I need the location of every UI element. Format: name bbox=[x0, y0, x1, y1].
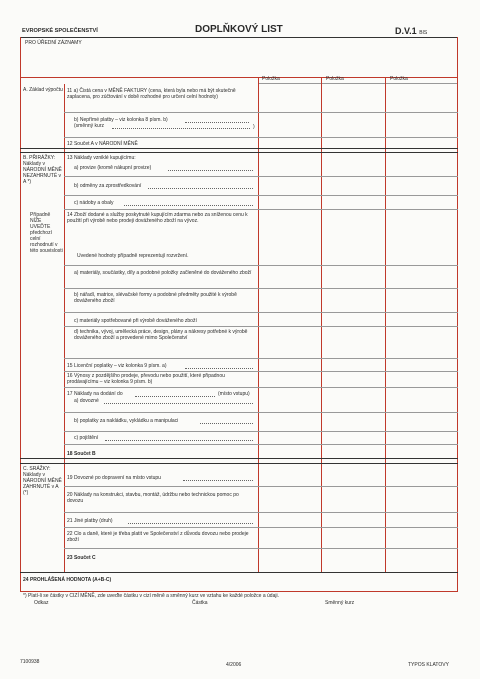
row-20: 20 Náklady na konstrukci, stavbu, montáž, údržbu nebo technickou pomoc po dovozu bbox=[67, 492, 239, 504]
row-22: 22 Clo a daně, které je třeba platit ve Společenství z důvodu dovozu nebo prodeje zboží bbox=[67, 531, 249, 543]
org-name: EVROPSKÉ SPOLEČENSTVÍ bbox=[22, 28, 98, 34]
footnote: *) Platí-li se částky v CIZÍ MĚNĚ, zde uveďte částku v cizí měně a směnný kurz ve vztahu ke každé položce a údaji. bbox=[23, 593, 279, 599]
row-13: 13 Náklady vzniklé kupujícímu: bbox=[67, 155, 136, 161]
section-b-note: Případně NÍŽE UVEĎTE předchozí celní rozhodnutí v této souvislosti bbox=[30, 212, 63, 254]
row-13b: b) odměny za zprostředkování bbox=[74, 183, 142, 189]
section-a-label: A. Základ výpočtu bbox=[23, 87, 63, 93]
row-14a: a) materiály, součástky, díly a podobné položky začleněné do dováženého zboží bbox=[74, 270, 252, 276]
row-14: 14 Zboží dodané a služby poskytnuté kupujícím zdarma nebo za sníženou cenu k použití při výrobě nebo prodeji dováženého zboží na vývoz. bbox=[67, 212, 248, 224]
row-14c: c) materiály spotřebované při výrobě dováženého zboží bbox=[74, 318, 197, 324]
official-records-label: PRO ÚŘEDNÍ ZÁZNAMY bbox=[25, 40, 82, 46]
row-17: 17 Náklady na dodání do bbox=[67, 391, 123, 397]
row-21: 21 Jiné platby (druh) bbox=[67, 518, 113, 524]
section-c-label: C. SRÁŽKY: Náklady v NÁRODNÍ MĚNĚ ZAHRNUTÉ v A (*) bbox=[23, 466, 62, 496]
row-11a: 11 a) Čistá cena v MĚNĚ FAKTURY (cena, která byla nebo má být skutečně zaplacena, pro zúčtování v době rozhodné pro určení celní hodnoty) bbox=[67, 88, 236, 100]
row-17-place: (místo vstupu) bbox=[218, 391, 250, 397]
row-13c: c) nádoby a obaly bbox=[74, 200, 114, 206]
row-19: 19 Dovozné po dopravení na místo vstupu bbox=[67, 475, 161, 481]
printer-name: TYPOS KLATOVY bbox=[408, 662, 449, 668]
section-b-label: B. PŘIRÁŽKY: Náklady v NÁRODNÍ MĚNĚ NEZAHRNUTÉ v A *) bbox=[23, 155, 62, 185]
row-17b: b) poplatky za nakládku, vykládku a manipulaci bbox=[74, 418, 179, 424]
form-code: D.V.1 BIS bbox=[395, 26, 428, 36]
foot-col-ref: Odkaz bbox=[34, 600, 49, 606]
col-header-2: Položka bbox=[326, 76, 344, 82]
col-header-1: Položka bbox=[262, 76, 280, 82]
form-date: 4/2006 bbox=[226, 662, 242, 668]
row-14b: b) nářadí, matrice, slévačské formy a podobné předměty použité k výrobě dováženého zboží bbox=[74, 292, 237, 304]
page-title: DOPLŇKOVÝ LIST bbox=[195, 24, 283, 35]
col-header-3: Položka bbox=[390, 76, 408, 82]
form-number: 7100938 bbox=[20, 659, 40, 665]
row-11b: b) Nepřímé platby – viz kolonka 8 písm. b) (směnný kurz bbox=[74, 117, 168, 129]
row-14-note: Uvedené hodnoty případně reprezentují rozvržení. bbox=[77, 253, 189, 259]
header-rule bbox=[20, 37, 458, 38]
row-14d: d) technika, vývoj, umělecká práce, design, plány a nákresy potřebné k výrobě dováženého zboží a provedené mimo Společenství bbox=[74, 329, 248, 341]
row-15: 15 Licenční poplatky – viz kolonka 9 písm. a) bbox=[67, 363, 167, 369]
foot-col-amount: Částka bbox=[192, 600, 208, 606]
row-17c: c) pojištění bbox=[74, 435, 99, 441]
row-17a: a) dovozné bbox=[74, 398, 99, 404]
row-16: 16 Výnosy z pozdějšího prodeje, převodu nebo použití, které připadnou prodávajícímu – viz kolonka 9 písm. b) bbox=[67, 373, 225, 385]
row-24: 24 PROHLÁŠENÁ HODNOTA (A+B-C) bbox=[23, 577, 112, 583]
row-13a: a) provize (kromě nákupní provize) bbox=[74, 165, 152, 171]
row-12: 12 Součet A v NÁRODNÍ MĚNĚ bbox=[67, 141, 138, 147]
form-page: EVROPSKÉ SPOLEČENSTVÍ DOPLŇKOVÝ LIST D.V.1 BIS PRO ÚŘEDNÍ ZÁZNAMY Položka Položka Položka A. Základ výpočtu 11 a) Čistá cena v MĚNĚ FAKTURY (cena, která byla nebo má být skutečně zaplacena, pro zúčtování v době rozhodné pro určení celní hodnoty) b) Nepřímé platby – viz kolonka 8 písm. b) (směnný kurz ) 12 Součet A v NÁRODNÍ MĚNĚ B. PŘIRÁŽKY: Náklady v NÁRODNÍ MĚNĚ NEZAHRNUTÉ v A *) Případně NÍŽE UVEĎTE předchozí celní rozhodnutí v této souvislosti 13 Náklady vzniklé kupujícímu: a) provize (kromě nákupní provize) b) odměny za zprostředkování c) nádoby a obaly 14 Zboží dodané a služby poskytnuté kupujícím zdarma nebo za sníženou cenu k použití při výrobě nebo prodeji dováženého zboží na vývoz. Uvedené hodnoty případně reprezentují rozvržení. a) materiály, součástky, díly a podobné položky začleněné do dováženého zboží b) nářadí, matrice, slévačské formy a podobné předměty použité k výrobě dováženého zboží c) materiály spotřebované při výrobě dováženého zboží d) technika, vývoj, umělecká práce, design, plány a nákresy potřebné k výrobě dováženého zboží a provedené mimo Společenství 15 Licenční poplatky – viz kolonka 9 písm. a) 16 Výnosy z pozdějšího prodeje, převodu nebo použití, které připadnou prodávajícímu – viz kolonka 9 písm. b) 17 Náklady na dodání do (místo vstupu) a) dovozné b) poplatky za nakládku, vykládku a manipulaci c) pojištění 18 Součet B C. SRÁŽKY: Náklady v NÁRODNÍ MĚNĚ ZAHRNUTÉ v A (*) 19 Dovozné po dopravení na místo vstupu 20 Náklady na konstrukci, stavbu, montáž, údržbu nebo technickou pomoc po dovozu 21 Jiné platby (druh) 22 Clo a daně, které je třeba platit ve Společenství z důvodu dovozu nebo prodeje zboží 23 Součet C 24 PROHLÁŠENÁ HODNOTA (A+B-C) *) Platí-li se částky v CIZÍ MĚNĚ, zde uveďte částku v cizí měně a směnný kurz ve vztahu ke každé položce a údaji. Odkaz Částka Směnný kurz 7100938 4/2006 TYPOS KLATOVY bbox=[0, 0, 480, 679]
row-18: 18 Součet B bbox=[67, 451, 96, 457]
foot-col-rate: Směnný kurz bbox=[325, 600, 355, 606]
row-23: 23 Součet C bbox=[67, 555, 96, 561]
